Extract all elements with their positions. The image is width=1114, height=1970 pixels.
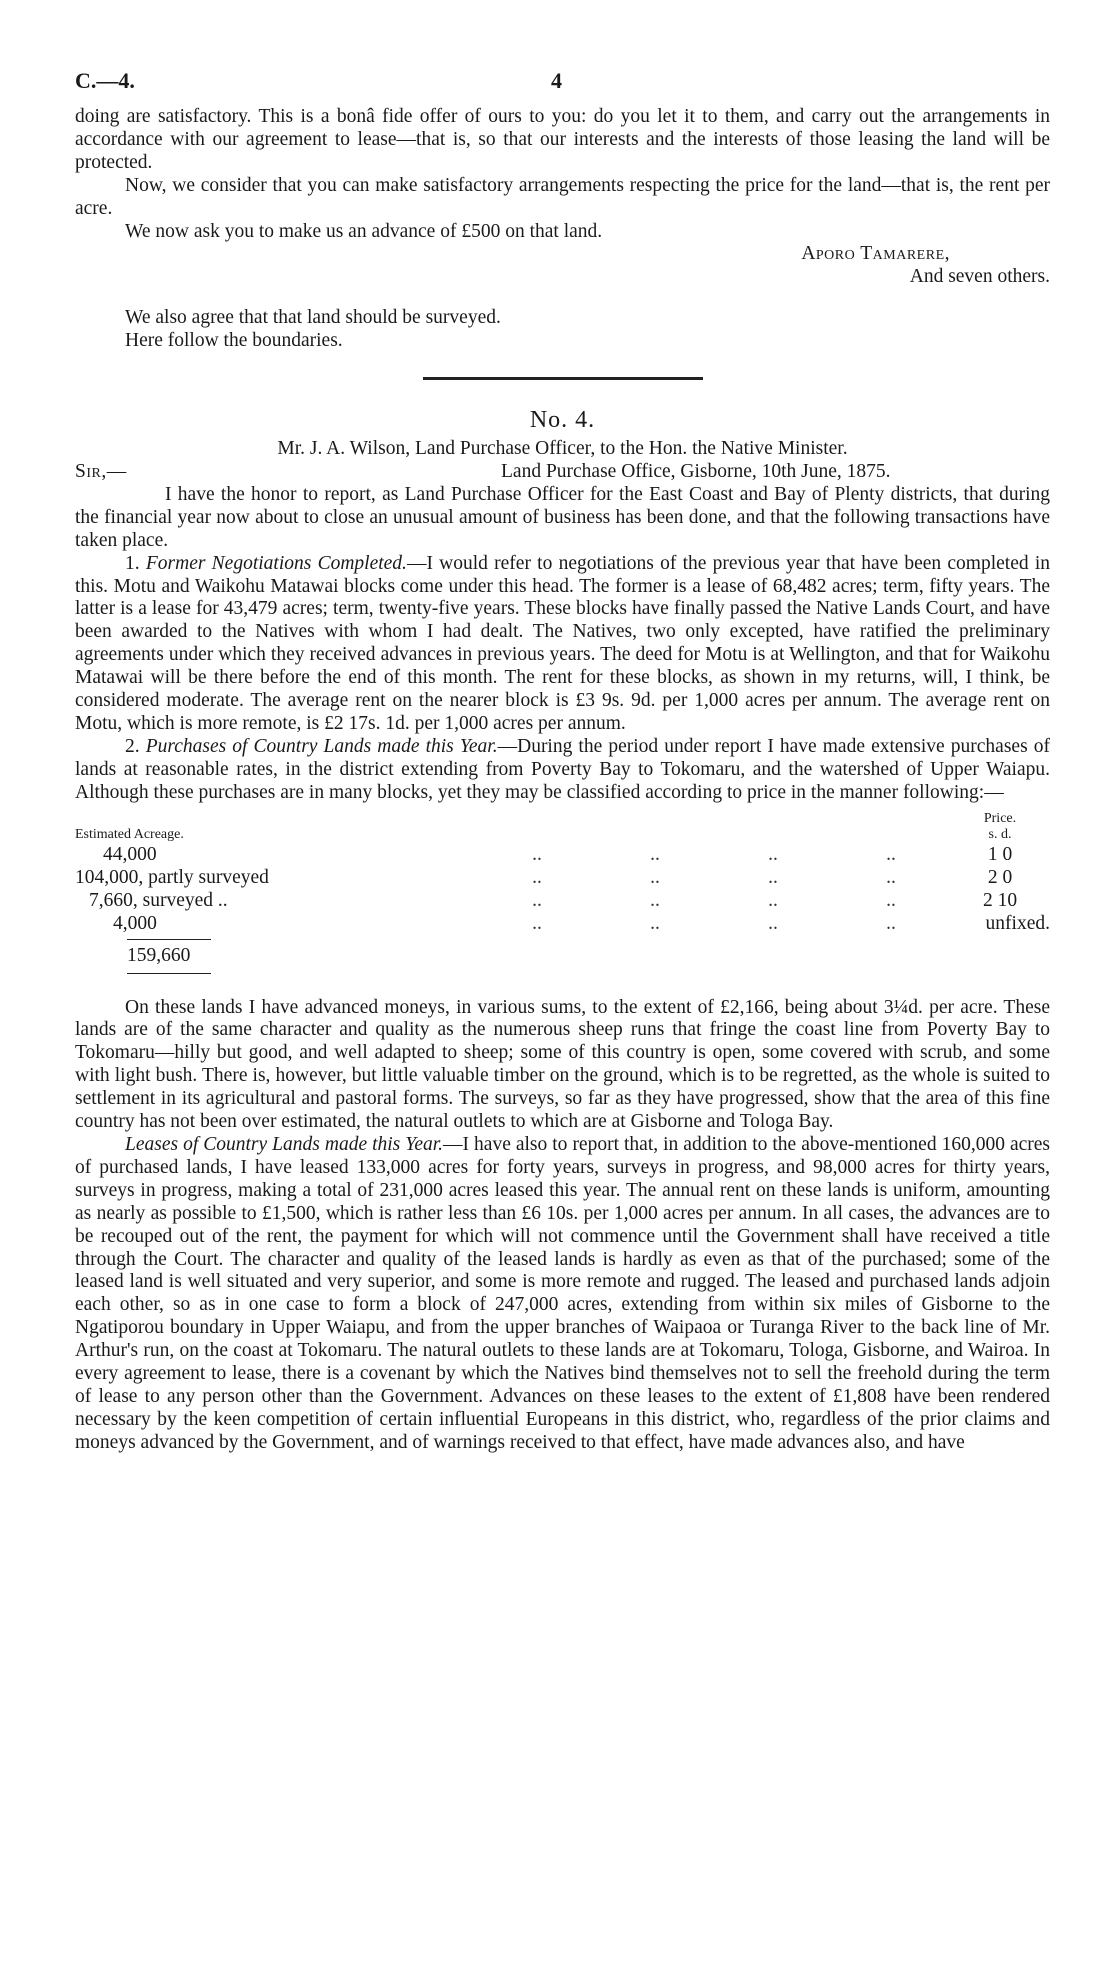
leader-dots: .. [768, 843, 778, 865]
price-label: Price. [983, 810, 1017, 826]
table-row [75, 866, 1050, 889]
price-units: s. d. [988, 826, 1012, 842]
section-divider [75, 353, 1050, 409]
section-1-heading: Former Negotiations Completed. [145, 552, 407, 574]
acreage-cell: 4,000 [113, 912, 157, 934]
place-date: Land Purchase Office, Gisborne, 10th June, 1875. [501, 460, 891, 482]
leader-dots: .. [532, 843, 542, 865]
leader-dots: .. [532, 889, 542, 911]
section-2-continuation: On these lands I have advanced moneys, in various sums, to the extent of £2,166, being about 3¼d. per acre. These lands are of the same character and quality as the numerous sheep runs that fringe the coast line from Poverty Bay to Tokomaru—hilly but good, and well adapted to sheep; some of this country is open, some covered with scrub, and some with light bush. There is, however, but little valuable timber on the ground, which is to be regretted, as the whole is suited to settlement in its agricultural and pastoral forms. The surveys, so far as they have progressed, show that the area of this fine country has not been over estimated, the natural outlets to which are at Gisborne and Tologa Bay. [75, 996, 1050, 1133]
letter-from-to: Mr. J. A. Wilson, Land Purchase Officer, to the Hon. the Native Minister. [277, 437, 848, 459]
letter-opening: I have the honor to report, as Land Purchase Officer for the East Coast and Bay of Plenty districts, that during the financial year now about to close an unusual amount of business has been done, and that the following transactions have taken place. [75, 483, 1050, 551]
leader-dots: .. [886, 912, 896, 934]
price-cell: 2 0 [987, 866, 1013, 888]
total-acreage: 159,660 [127, 944, 191, 966]
leader-dots: .. [532, 912, 542, 934]
section-3-paragraph [75, 1134, 1050, 1455]
signature-name: Aporo Tamarere, [801, 243, 950, 265]
signature-block [75, 243, 1050, 289]
document-reference: C.—4. [75, 68, 135, 93]
document-page [75, 70, 1050, 1455]
acreage-cell: 104,000, partly surveyed [75, 866, 269, 888]
leader-dots: .. [768, 889, 778, 911]
price-cell: 1 0 [987, 843, 1013, 865]
intro-paragraph-4: We also agree that that land should be surveyed. [125, 307, 501, 329]
section-2-heading: Purchases of Country Lands made this Year. [145, 735, 498, 757]
table-row [75, 889, 1050, 912]
leader-dots: .. [768, 912, 778, 934]
acreage-cell: 7,660, surveyed .. [89, 889, 228, 911]
leader-dots: .. [768, 866, 778, 888]
leader-dots: .. [886, 843, 896, 865]
page-number: 4 [551, 68, 562, 93]
leader-dots: .. [532, 866, 542, 888]
leader-dots: .. [650, 843, 660, 865]
acreage-price-table [75, 811, 1050, 935]
letter-number: No. 4. [529, 407, 596, 434]
signature-others: And seven others. [909, 266, 1050, 288]
acreage-cell: 44,000 [103, 843, 157, 865]
section-1-number: 1. [125, 552, 140, 574]
intro-paragraph-1: doing are satisfactory. This is a bonâ fide offer of ours to you: do you let it to them, and carry out the arrangements in accordance with our agreement to lease—that is, so that our interests and the interests of those leasing the land will be protected. [75, 106, 1050, 173]
intro-paragraph-2: Now, we consider that you can make satisfactory arrangements respecting the price for the land—that is, the rent per acre. [75, 174, 1050, 219]
price-cell: unfixed. [985, 912, 1050, 934]
section-1-paragraph [75, 553, 1050, 736]
leader-dots: .. [650, 889, 660, 911]
section-2-text: —During the period under report I have made extensive purchases of lands at reasonable rates, in the district extending from Poverty Bay to Tokomaru, and the watershed of Upper Waiapu. Although these purchases are in many blocks, yet they may be classified according to price in the manner following:— [75, 735, 1050, 803]
price-cell: 2 10 [982, 889, 1018, 911]
salutation: Sir,— [75, 460, 127, 482]
section-3-heading: Leases of Country Lands made this Year. [125, 1134, 444, 1155]
leader-dots: .. [886, 866, 896, 888]
acreage-column-header: Estimated Acreage. [75, 826, 184, 842]
table-total [75, 935, 1050, 997]
leader-dots: .. [650, 866, 660, 888]
section-2-paragraph [75, 736, 1050, 805]
table-row [75, 843, 1050, 866]
leader-dots: .. [886, 889, 896, 911]
leader-dots: .. [650, 912, 660, 934]
section-1-text: —I would refer to negotiations of the previous year that have been completed in this. Motu and Waikohu Matawai blocks come under this head. The former is a lease of 68,482 acres; term, fifty years. The latter is a lease for 43,479 acres; term, twenty-five years. These blocks have finally passed the Native Lands Court, and have been awarded to the Natives with whom I had dealt. The Natives, two only excepted, have ratified the preliminary agreements under which they received advances in previous years. The deed for Motu is at Wellington, and that for Waikohu Matawai will be there before the end of this month. The rent for these blocks, as shown in my returns, will, I think, be considered moderate. The average rent on the nearer block is £3 9s. 9d. per 1,000 acres per annum. The average rent on Motu, which is more remote, is £2 17s. 1d. per 1,000 acres per annum. [75, 552, 1051, 734]
intro-paragraph-3: We now ask you to make us an advance of £500 on that land. [125, 220, 603, 242]
section-2-number: 2. [125, 735, 140, 757]
salutation-row [75, 461, 1050, 484]
price-column-header [950, 811, 1050, 843]
table-row [75, 912, 1050, 935]
section-3-text: —I have also to report that, in addition to the above-mentioned 160,000 acres of purchased lands, I have leased 133,000 acres for forty years, surveys in progress, and 98,000 acres for thirty years, surveys in progress, making a total of 231,000 acres leased this year. The annual rent on these lands is uniform, amounting as nearly as possible to £1,500, which is rather less than £6 10s. per 1,000 acres per annum. In all cases, the advances are to be recouped out of the rent, the payment for which will not commence until the Government shall have received a title through the Court. The character and quality of the leased lands is hardly as even as that of the purchased; some of the leased land is well situated and very superior, and some is more remote and rugged. The leased and purchased lands adjoin each other, so as in one case to form a block of 247,000 acres, extending from within six miles of Gisborne to the Ngatiporou boundary in Upper Waiapu, and from the upper branches of Waipaoa or Turanga River to the back line of Mr. Arthur's run, on the coast at Tokomaru. The natural outlets to these lands are at Tokomaru, Tologa, Gisborne, and Wairoa. In every agreement to lease, there is a covenant by which the Natives bind themselves not to sell the freehold during the term of lease to any person other than the Government. Advances on these leases to the extent of £1,808 have been rendered necessary by the keen competition of certain influential Europeans in this district, who, regardless of the prior claims and moneys advanced by the Government, and of warnings received to that effect, have made advances also, and have [75, 1134, 1050, 1453]
page-header [75, 70, 1050, 106]
intro-paragraph-5: Here follow the boundaries. [125, 330, 343, 352]
